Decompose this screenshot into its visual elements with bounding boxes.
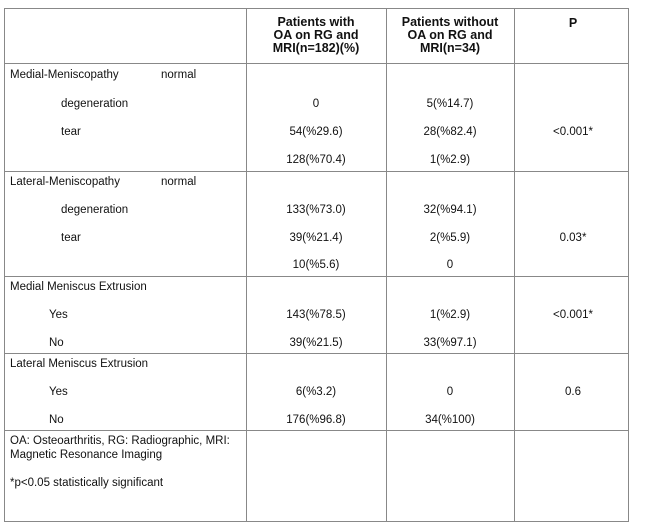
cell-lateral-degeneration-without: 32(%94.1) [423, 204, 477, 216]
section-title-medial-meniscopathy: Medial-Meniscopathy [10, 69, 119, 81]
cell-lateral-extrusion-p: 0.6 [565, 386, 581, 398]
cell-medial-extra-with: 128(%70.4) [286, 154, 346, 166]
cell-lateral-extra-without: 0 [446, 259, 454, 271]
cell-lateral-extrusion-no-without: 34(%100) [425, 414, 475, 426]
cell-medial-extrusion-yes-without: 1(%2.9) [429, 309, 471, 321]
cell-lateral-extrusion-yes-without: 0 [446, 386, 454, 398]
row-label-tear: tear [61, 232, 81, 244]
row-divider [4, 276, 629, 277]
row-label-degeneration: degeneration [61, 204, 129, 216]
row-divider [4, 171, 629, 172]
cell-lateral-extra-with: 10(%5.6) [292, 259, 340, 271]
section-title-lateral-meniscopathy: Lateral-Meniscopathy [10, 176, 120, 188]
cell-medial-meniscopathy-p: <0.001* [553, 126, 593, 138]
row-label-no: No [49, 337, 64, 349]
header-patients-without-oa: Patients without OA on RG and MRI(n=34) [401, 15, 499, 55]
footnote-significance: *p<0.05 statistically significant [10, 477, 164, 489]
section-title-lateral-extrusion: Lateral Meniscus Extrusion [10, 358, 149, 370]
cell-medial-tear-without: 28(%82.4) [423, 126, 477, 138]
row-label-no: No [49, 414, 64, 426]
header-p-value: P [568, 16, 578, 30]
column-divider [246, 8, 247, 522]
cell-lateral-extrusion-yes-with: 6(%3.2) [295, 386, 337, 398]
cell-medial-degeneration-without: 5(%14.7) [426, 98, 474, 110]
cell-medial-tear-with: 54(%29.6) [289, 126, 343, 138]
column-divider [386, 8, 387, 522]
cell-medial-extrusion-no-with: 39(%21.5) [289, 337, 343, 349]
row-label-yes: Yes [49, 309, 68, 321]
cell-lateral-degeneration-with: 133(%73.0) [286, 204, 346, 216]
row-divider [4, 63, 629, 64]
row-label-tear: tear [61, 126, 81, 138]
cell-lateral-tear-with: 39(%21.4) [289, 232, 343, 244]
cell-medial-extrusion-no-without: 33(%97.1) [423, 337, 477, 349]
row-divider [4, 353, 629, 354]
row-label-normal: normal [161, 69, 197, 81]
cell-medial-extrusion-yes-with: 143(%78.5) [286, 309, 346, 321]
cell-lateral-extrusion-no-with: 176(%96.8) [286, 414, 346, 426]
row-label-yes: Yes [49, 386, 68, 398]
cell-medial-extrusion-p: <0.001* [553, 309, 593, 321]
cell-lateral-tear-without: 2(%5.9) [429, 232, 471, 244]
column-divider [514, 8, 515, 522]
header-patients-with-oa: Patients with OA on RG and MRI(n=182)(%) [272, 15, 360, 55]
footnote-abbreviations: OA: Osteoarthritis, RG: Radiographic, MRI: Magnetic Resonance Imaging [10, 435, 230, 461]
section-title-medial-extrusion: Medial Meniscus Extrusion [10, 281, 147, 293]
row-label-degeneration: degeneration [61, 98, 129, 110]
cell-medial-degeneration-with: 0 [312, 98, 320, 110]
cell-lateral-meniscopathy-p: 0.03* [559, 232, 587, 244]
row-divider [4, 430, 629, 431]
cell-medial-extra-without: 1(%2.9) [429, 154, 471, 166]
row-label-normal: normal [161, 176, 197, 188]
